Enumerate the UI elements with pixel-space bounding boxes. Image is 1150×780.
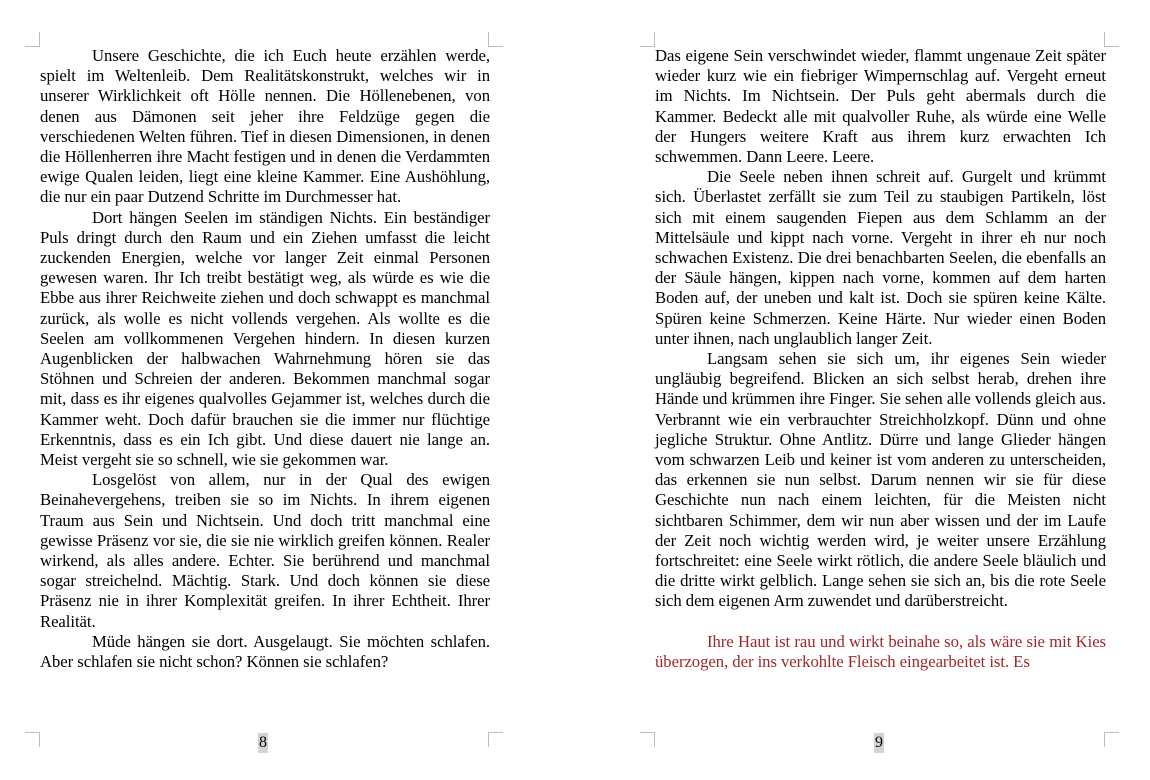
right-page-text (655, 46, 1106, 672)
paragraph: Dort hängen Seelen im ständigen Nichts. Ein beständiger Puls dringt durch den Raum und ein Ziehen umfasst die leicht zuckenden Energien, welche vor langer Zeit einmal Personen gewesen waren. Ihr Ich treibt bestätigt weg, als würde es wie die Ebbe aus ihrer Reichweite ziehen und doch schwappt es manchmal zurück, als wolle es nicht vollends vergehen. Als wollte es die Seelen am vollkommenen Vergehen hindern. In diesen kurzen Augenblicken der halbwachen Wahrnehmung hören sie das Stöhnen und Schreien der anderen. Bekommen manchmal sogar mit, dass es ihr eigenes qualvolles Gejammer ist, welches durch die Kammer weht. Doch dafür brauchen sie die immer nur flüchtige Erkenntnis, dass es ein Ich gibt. Und diese dauert nie lange an. Meist vergeht sie so schnell, wie sie gekommen war. (40, 207, 490, 470)
crop-mark-top-left (640, 32, 655, 47)
paragraph: Das eigene Sein verschwindet wieder, flammt ungenaue Zeit später wieder kurz wie ein fiebriger Wimpernschlag auf. Vergeht erneut im Nichts. Im Nichtsein. Der Puls geht abermals durch die Kammer. Bedeckt alle mit qualvoller Ruhe, als würde eine Welle der Hungers weitere Kraft aus ihrem kurz erwachten Ich schwemmen. Dann Leere. Leere. (655, 46, 1106, 167)
crop-mark-bottom-left (25, 732, 40, 747)
page-number: 8 (259, 734, 267, 751)
crop-mark-top-left (25, 32, 40, 47)
crop-mark-top-right (488, 32, 503, 47)
crop-mark-bottom-right (488, 732, 503, 747)
crop-mark-top-right (1104, 32, 1119, 47)
paragraph: Die Seele neben ihnen schreit auf. Gurgelt und krümmt sich. Überlastet zerfällt sie zum Teil zu staubigen Partikeln, löst sich mit einem saugenden Fiepen aus dem Schlamm an der Mittelsäule und kippt nach vorne. Vergeht in ihrer eh nur noch schwachen Existenz. Die drei benachbarten Seelen, die ebenfalls an der Säule hängen, kippen nach vorne, kommen auf dem harten Boden auf, der uneben und kalt ist. Doch sie spüren keine Kälte. Spüren keine Schmerzen. Keine Härte. Nur wieder einen Boden unter ihnen, nach unglaublich langer Zeit. (655, 167, 1106, 348)
crop-mark-bottom-right (1104, 732, 1119, 747)
highlighted-paragraph: Ihre Haut ist rau und wirkt beinahe so, als wäre sie mit Kies überzogen, der ins verkohlte Fleisch eingearbeitet ist. Es (655, 631, 1106, 672)
right-page (575, 0, 1150, 780)
paragraph: Langsam sehen sie sich um, ihr eigenes Sein wieder ungläubig begreifend. Blicken an sich selbst herab, drehen ihre Hände und krümmen ihre Finger. Sie sehen alle vollends gleich aus. Verbrannt wie ein verbrauchter Streichholzkopf. Dünn und ohne jegliche Struktur. Ohne Antlitz. Dürre und lange Glieder hängen vom schwarzen Leib und keiner ist vom anderen zu unterscheiden, das erkennen sie nun selbst. Darum nennen wir sie für diese Geschichte nun nach einem leichten, für die Meisten nicht sichtbaren Schimmer, dem wir nun aber wissen und der im Laufe der Zeit noch wichtig werden wird, je weiter unsere Erzählung fortschreitet: eine Seele wirkt rötlich, die andere Seele bläulich und die dritte wirkt gelblich. Lange sehen sie sich an, bis die rote Seele sich dem eigenen Arm zuwendet und darüberstreicht. (655, 349, 1106, 611)
paragraph: Unsere Geschichte, die ich Euch heute erzählen werde, spielt im Weltenleib. Dem Realitätskonstrukt, welches wir in unserer Wirklichkeit oft Hölle nennen. Die Höllenebenen, von denen aus Dämonen seit jeher ihre Feldzüge gegen die verschiedenen Welten führen. Tief in diesen Dimensionen, in denen die Höllenherren ihre Macht festigen und in denen die Verdammten ewige Qualen leiden, liegt eine kleine Kammer. Eine Aushöhlung, die nur ein paar Dutzend Schritte im Durchmesser hat. (40, 46, 490, 207)
crop-mark-bottom-left (640, 732, 655, 747)
page-number: 9 (875, 734, 883, 751)
paragraph: Müde hängen sie dort. Ausgelaugt. Sie möchten schlafen. Aber schlafen sie nicht schon? Können sie schlafen? (40, 631, 490, 672)
left-page-text (40, 46, 490, 672)
paragraph: Losgelöst von allem, nur in der Qual des ewigen Beinahevergehens, treiben sie so im Nichts. In ihrem eigenen Traum aus Sein und Nichtsein. Und doch tritt manchmal eine gewisse Präsenz vor sie, die sie nie wirklich greifen können. Realer wirkend, als alles andere. Echter. Sie berührend und manchmal sogar streichelnd. Mächtig. Stark. Und doch können sie diese Präsenz nie in ihrer Komplexität greifen. In ihrer Echtheit. Ihrer Realität. (40, 470, 490, 631)
